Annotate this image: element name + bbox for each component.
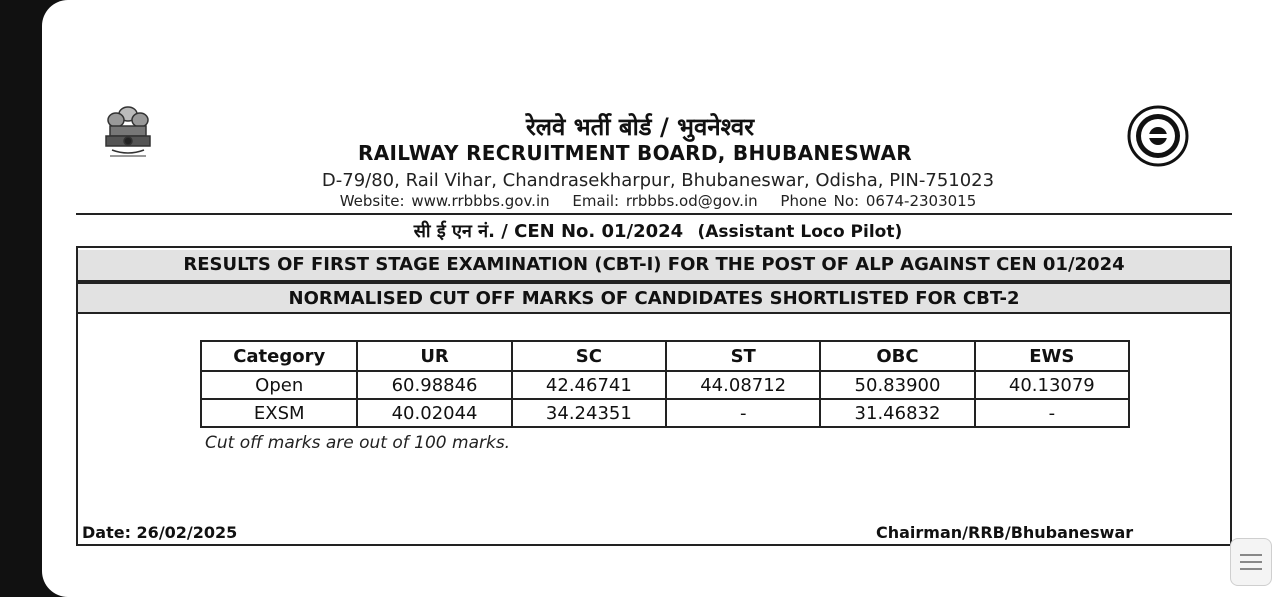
phone-text: Phone No: 0674-2303015	[780, 192, 977, 210]
english-title: RAILWAY RECRUITMENT BOARD, BHUBANESWAR	[358, 141, 912, 165]
contact-line	[0, 192, 1280, 210]
cell-sc: 34.24351	[512, 399, 666, 427]
header-ur: UR	[357, 341, 511, 371]
cen-post: (Assistant Loco Pilot)	[697, 222, 903, 242]
header-divider	[76, 213, 1232, 215]
header-st: ST	[666, 341, 820, 371]
cell-st: 44.08712	[666, 371, 820, 399]
cen-line	[0, 219, 1280, 243]
cell-st: -	[666, 399, 820, 427]
header-category: Category	[201, 341, 357, 371]
cell-category: EXSM	[201, 399, 357, 427]
cell-sc: 42.46741	[512, 371, 666, 399]
table-header-row	[201, 341, 1129, 371]
notice-date: Date: 26/02/2025	[82, 523, 238, 542]
hindi-title: रेलवे भर्ती बोर्ड / भुवनेश्वर	[525, 113, 755, 141]
menu-button[interactable]	[1230, 538, 1272, 586]
cell-ews: -	[975, 399, 1129, 427]
cell-ews: 40.13079	[975, 371, 1129, 399]
signatory: Chairman/RRB/Bhubaneswar	[876, 523, 1134, 542]
header-ews: EWS	[975, 341, 1129, 371]
cen-number: सी ई एन नं. / CEN No. 01/2024	[413, 221, 684, 242]
hamburger-icon	[1240, 553, 1262, 571]
cell-ur: 40.02044	[357, 399, 511, 427]
cutoff-note: Cut off marks are out of 100 marks.	[205, 433, 511, 453]
cell-obc: 50.83900	[820, 371, 974, 399]
website-text: Website: www.rrbbbs.gov.in	[339, 192, 550, 210]
cutoff-table	[200, 340, 1130, 428]
results-heading: RESULTS OF FIRST STAGE EXAMINATION (CBT-I) FOR THE POST OF ALP AGAINST CEN 01/2024	[78, 250, 1230, 282]
cell-ur: 60.98846	[357, 371, 511, 399]
header-sc: SC	[512, 341, 666, 371]
table-row	[201, 399, 1129, 427]
office-address: D-79/80, Rail Vihar, Chandrasekharpur, Bhubaneswar, Odisha, PIN-751023	[321, 170, 995, 191]
cell-category: Open	[201, 371, 357, 399]
table-row	[201, 371, 1129, 399]
header-obc: OBC	[820, 341, 974, 371]
cutoff-heading: NORMALISED CUT OFF MARKS OF CANDIDATES SHORTLISTED FOR CBT-2	[78, 282, 1230, 314]
email-text: Email: rrbbbs.od@gov.in	[572, 192, 758, 210]
cell-obc: 31.46832	[820, 399, 974, 427]
